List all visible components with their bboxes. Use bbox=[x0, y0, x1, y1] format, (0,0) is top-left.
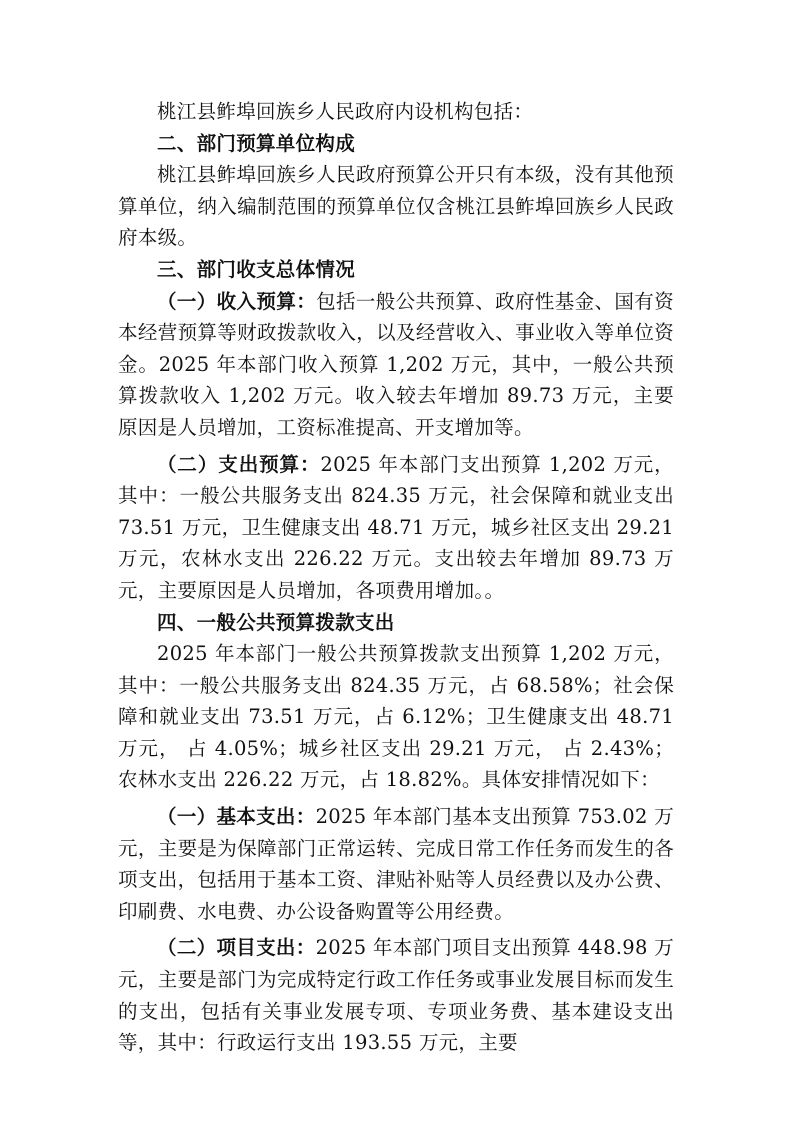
expense-budget-paragraph bbox=[118, 449, 674, 607]
expense-budget-body: 2025 年本部门支出预算 1,202 万元，其中：一般公共服务支出 824.35 万元，社会保障和就业支出 73.51 万元，卫生健康支出 48.71 万元，城乡社区支出 29.21 万元，农林水支出 226.22 万元。支出较去年增加 89.73 万元，主要原因是人员增加，各项费用增加。。 bbox=[118, 452, 674, 602]
basic-expense-lead: （一）基本支出： bbox=[157, 805, 316, 829]
basic-expense-paragraph bbox=[118, 801, 674, 927]
project-expense-paragraph bbox=[118, 932, 674, 1058]
section-4-heading: 四、一般公共预算拨款支出 bbox=[157, 610, 395, 634]
income-budget-lead: （一）收入预算： bbox=[157, 289, 317, 313]
document-page bbox=[118, 96, 674, 1059]
section-2-heading: 二、部门预算单位构成 bbox=[157, 131, 356, 155]
section-2-body: 桃江县鲊埠回族乡人民政府预算公开只有本级，没有其他预算单位，纳入编制范围的预算单位仅含桃江县鲊埠回族乡人民政府本级。 bbox=[118, 163, 674, 250]
project-expense-lead: （二）项目支出： bbox=[157, 936, 316, 960]
basic-expense-body: 2025 年本部门基本支出预算 753.02 万元，主要是为保障部门正常运转、完成日常工作任务而发生的各项支出，包括用于基本工资、津贴补贴等人员经费以及办公费、印刷费、水电费、办公设备购置等公用经费。 bbox=[118, 805, 675, 923]
intro-paragraph: 桃江县鲊埠回族乡人民政府内设机构包括： bbox=[157, 100, 534, 123]
income-budget-paragraph bbox=[118, 286, 674, 444]
income-budget-body: 包括一般公共预算、政府性基金、国有资本经营预算等财政拨款收入，以及经营收入、事业收入等单位资金。2025 年本部门收入预算 1,202 万元，其中，一般公共预算拨款收入 1,202 万元。收入较去年增加 89.73 万元，主要原因是人员增加，工资标准提高、开支增加等。 bbox=[118, 289, 674, 439]
project-expense-body: 2025 年本部门项目支出预算 448.98 万元，主要是部门为完成特定行政工作任务或事业发展目标而发生的支出，包括有关事业发展专项、专项业务费、基本建设支出等，其中：行政运行支出 193.55 万元，主要 bbox=[118, 936, 675, 1055]
section-4-body: 2025 年本部门一般公共预算拨款支出预算 1,202 万元，其中：一般公共服务支出 824.35 万元，占 68.58%；社会保障和就业支出 73.51 万元，占 6.12%；卫生健康支出 48.71 万元， 占 4.05%；城乡社区支出 29.21 万元， 占 2.43%；农林水支出 226.22 万元，占 18.82%。具体安排情况如下： bbox=[118, 642, 674, 792]
section-3-heading: 三、部门收支总体情况 bbox=[157, 257, 356, 281]
expense-budget-lead: （二）支出预算： bbox=[157, 452, 321, 476]
